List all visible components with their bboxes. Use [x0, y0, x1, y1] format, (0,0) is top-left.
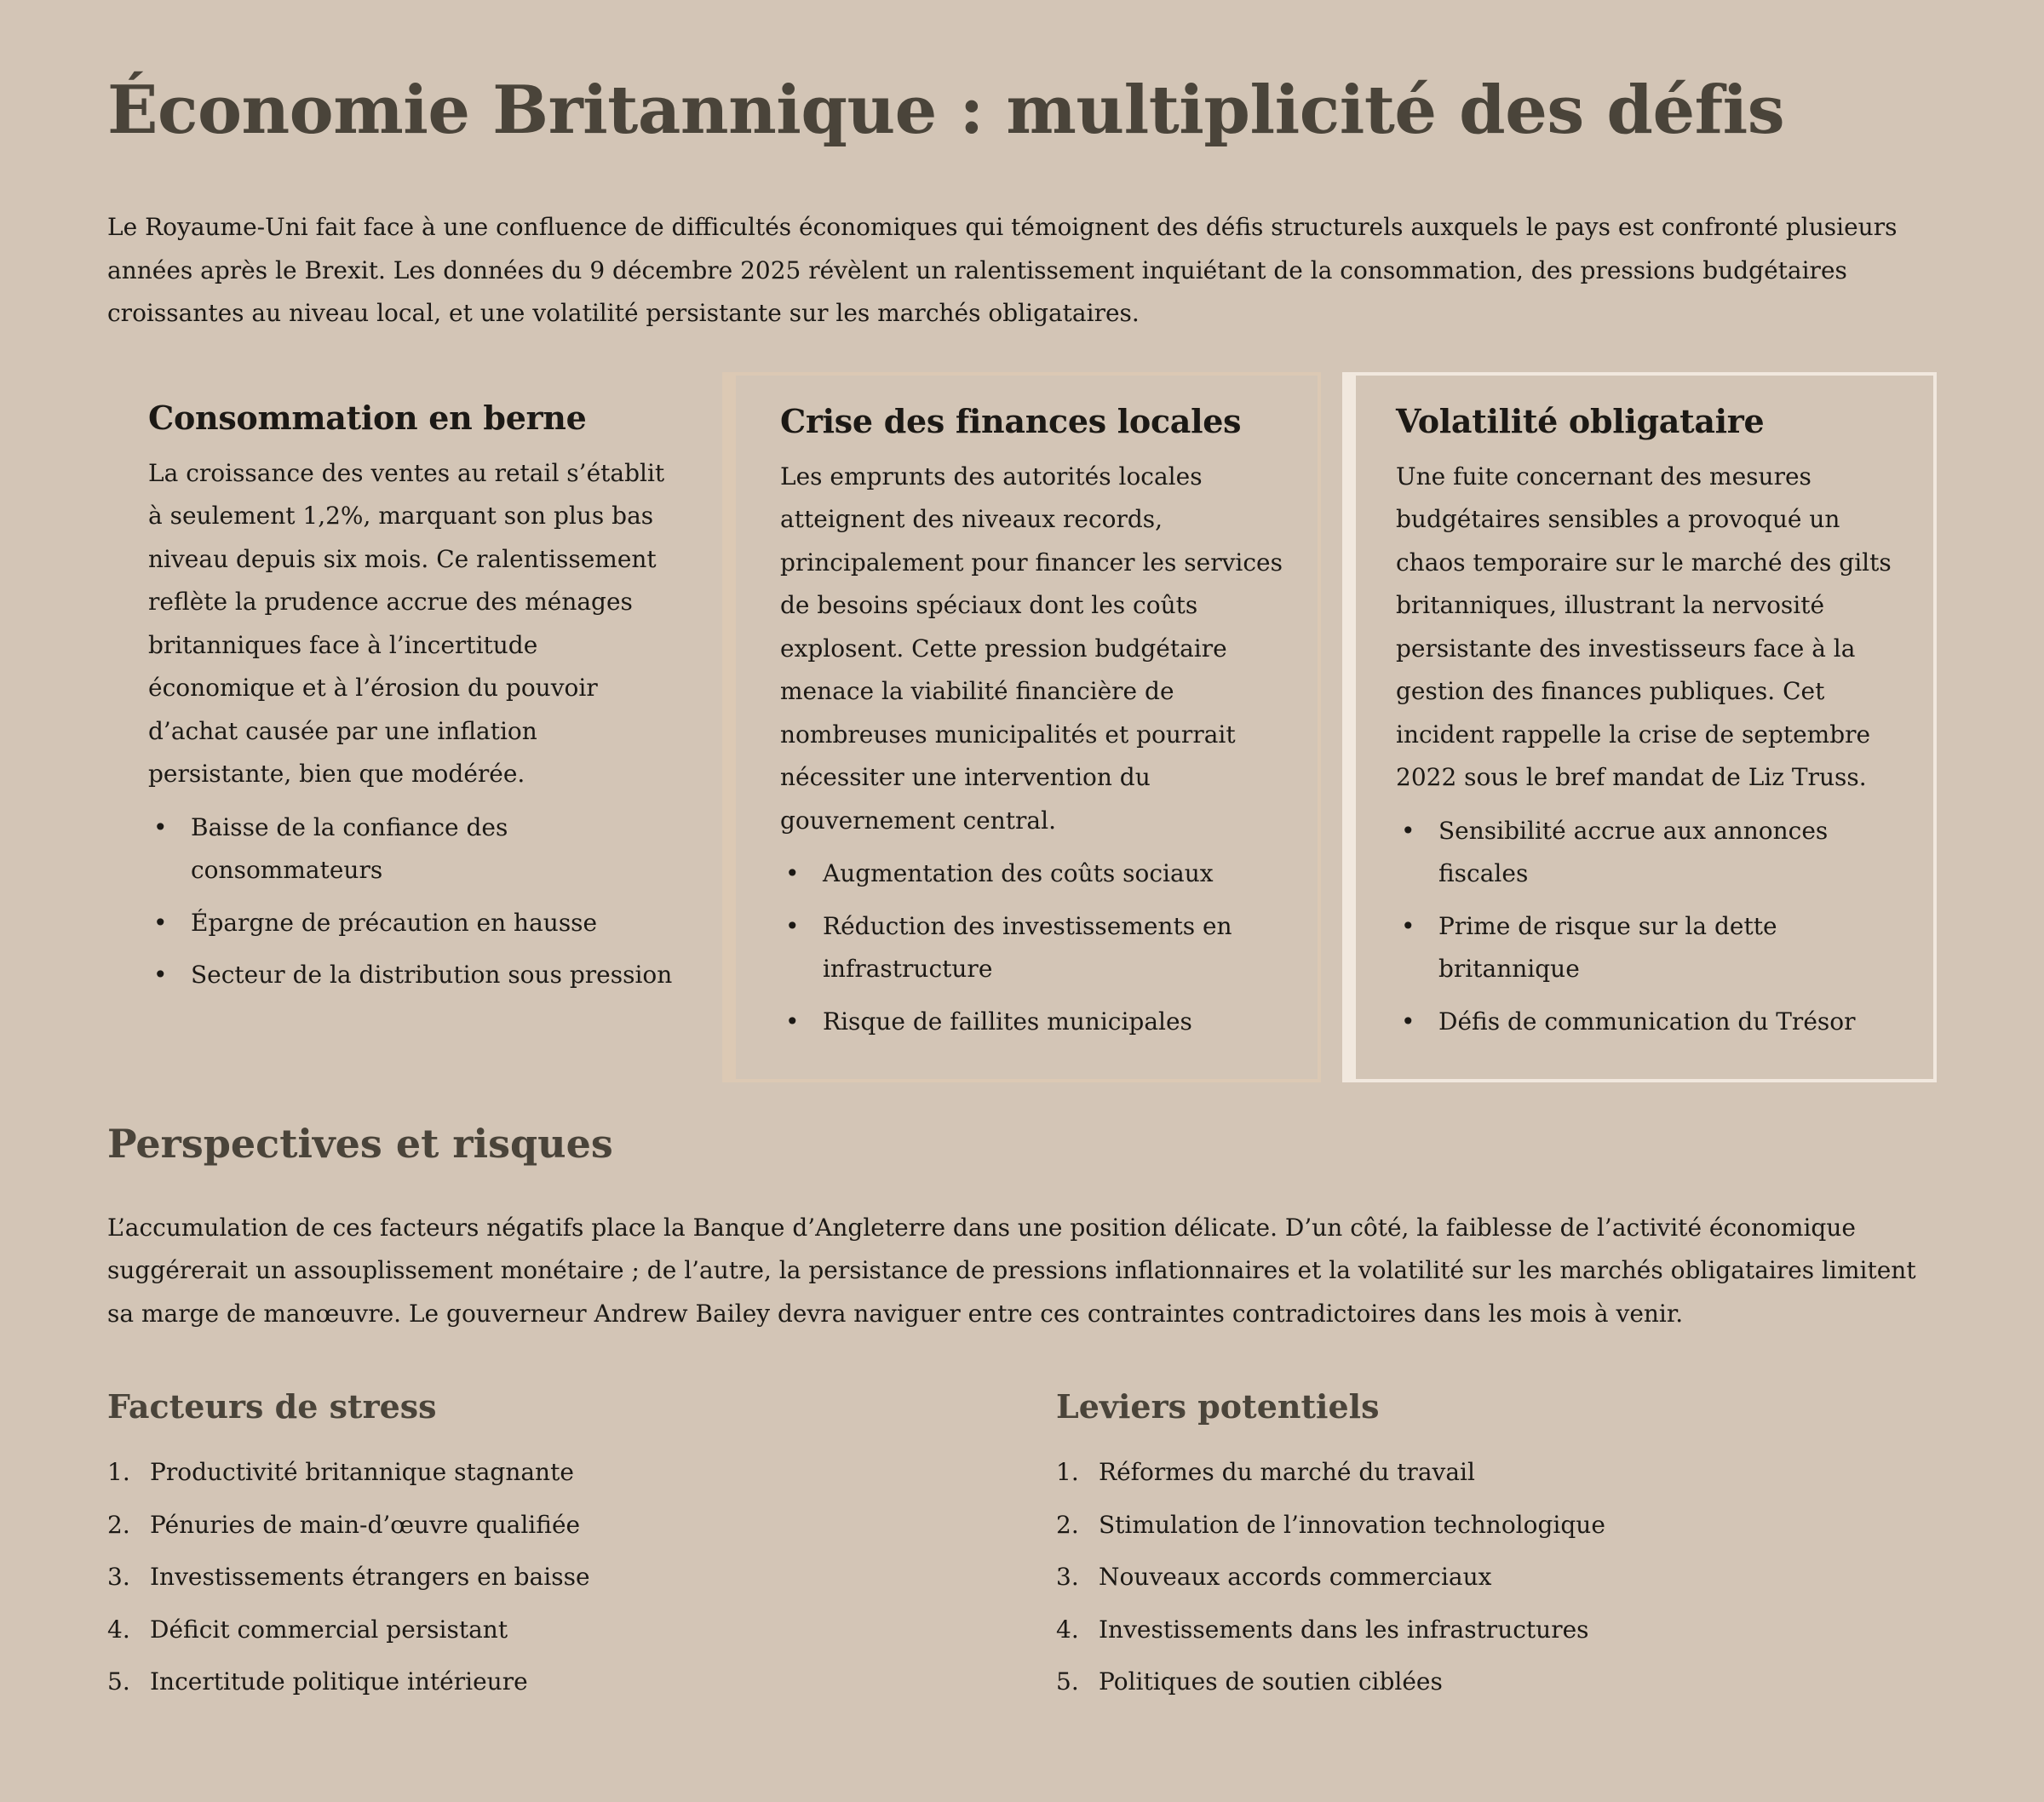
bullet-dot: • [1401, 1007, 1415, 1036]
bullet-text: Risque de faillites municipales [823, 1007, 1192, 1036]
card-heading: Volatilité obligataire [1396, 401, 1765, 440]
list-text: Politiques de soutien ciblées [1099, 1667, 1443, 1696]
bullet-dot: • [1401, 816, 1415, 845]
list-number: 1. [107, 1458, 130, 1486]
card-text: Les emprunts des autorités locales atteignent des niveaux records, principalement pour financer les services de besoins spéciaux dont les coûts explosent. Cette pression budgétaire menace la viabilité financière de nombreuses municipalités et pourrait nécessiter une intervention du gouvernement central. [780, 462, 1283, 835]
stress-factors [107, 1383, 1027, 1713]
bullet-text: Défis de communication du Trésor [1438, 1007, 1856, 1036]
bullet-item [780, 1001, 1283, 1044]
bullet-dot: • [153, 961, 168, 989]
card-heading: Consommation en berne [148, 398, 587, 437]
section-heading-outlook: Perspectives et risques [107, 1120, 613, 1167]
levers-heading: Leviers potentiels [1056, 1387, 1380, 1426]
list-item [107, 1451, 1027, 1495]
list-text: Réformes du marché du travail [1099, 1458, 1475, 1486]
list-text: Stimulation de l’innovation technologique [1099, 1510, 1605, 1539]
bullet-item [148, 954, 681, 997]
bullet-item [780, 905, 1283, 991]
list-item [1056, 1504, 1976, 1547]
list-number: 1. [1056, 1458, 1079, 1486]
list-text: Nouveaux accords commerciaux [1099, 1563, 1492, 1591]
bullet-item [1396, 905, 1903, 991]
list-number: 3. [1056, 1563, 1079, 1591]
list-item [107, 1609, 1027, 1652]
list-item [107, 1504, 1027, 1547]
list-text: Investissements étrangers en baisse [150, 1563, 590, 1591]
page-title: Économie Britannique : multiplicité des défis [107, 72, 1785, 149]
list-item [1056, 1451, 1976, 1495]
bullet-dot: • [785, 859, 800, 887]
bullet-dot: • [1401, 911, 1415, 940]
list-item [107, 1661, 1027, 1704]
card-bullets [148, 806, 681, 997]
cards-row [107, 372, 1937, 1082]
card-text: La croissance des ventes au retail s’établit à seulement 1,2%, marquant son plus bas niveau depuis six mois. Ce ralentissement reflète la prudence accrue des ménages britanniques face à l’incertitude économique et à l’érosion du pouvoir d’achat causée par une inflation persistante, bien que modérée. [148, 458, 665, 788]
card-bullets [780, 852, 1283, 1043]
list-item [1056, 1609, 1976, 1652]
list-number: 5. [107, 1667, 130, 1696]
bullet-dot: • [153, 908, 168, 937]
bullet-dot: • [785, 911, 800, 940]
card-text: Une fuite concernant des mesures budgétaires sensibles a provoqué un chaos temporaire sur le marché des gilts britanniques, illustrant la nervosité persistante des investisseurs face à la gestion des finances publiques. Cet incident rappelle la crise de septembre 2022 sous le bref mandat de Liz Truss. [1396, 462, 1892, 791]
list-number: 5. [1056, 1667, 1079, 1696]
card-volatilite [1342, 372, 1937, 1082]
bullet-dot: • [785, 1007, 800, 1036]
bullet-text: Sensibilité accrue aux annonces fiscales [1438, 816, 1829, 887]
list-item [1056, 1661, 1976, 1704]
lists-row [107, 1383, 1937, 1724]
bullet-text: Réduction des investissements en infrastructure [823, 911, 1232, 983]
bullet-text: Augmentation des coûts sociaux [823, 859, 1214, 887]
bullet-item [148, 902, 681, 945]
bullet-item [148, 806, 681, 892]
levers-list [1056, 1451, 1976, 1704]
list-item [1056, 1556, 1976, 1599]
list-text: Pénuries de main-d’œuvre qualifiée [150, 1510, 581, 1539]
bullet-item [780, 852, 1283, 896]
bullet-item [1396, 810, 1903, 896]
list-text: Déficit commercial persistant [150, 1615, 508, 1644]
bullet-dot: • [153, 812, 168, 841]
list-number: 2. [1056, 1510, 1079, 1539]
outlook-paragraph: L’accumulation de ces facteurs négatifs place la Banque d’Angleterre dans une position délicate. D’un côté, la faiblesse de l’activité économique suggérerait un assouplissement monétaire ; de l’autre, la persistance de pressions inflationnaires et la volatilité sur les marchés obligataires limitent sa marge de manœuvre. Le gouverneur Andrew Bailey devra naviguer entre ces contraintes contradictoires dans les mois à venir. [107, 1213, 1916, 1328]
bullet-text: Baisse de la confiance des consommateurs [191, 812, 508, 884]
list-number: 4. [1056, 1615, 1079, 1644]
list-number: 2. [107, 1510, 130, 1539]
bullet-item [1396, 1001, 1903, 1044]
card-consommation [107, 372, 702, 1082]
list-item [107, 1556, 1027, 1599]
card-bullets [1396, 810, 1903, 1044]
list-number: 3. [107, 1563, 130, 1591]
stress-heading: Facteurs de stress [107, 1387, 437, 1426]
list-text: Investissements dans les infrastructures [1099, 1615, 1589, 1644]
potential-levers [1056, 1383, 1976, 1713]
bullet-text: Prime de risque sur la dette britannique [1438, 911, 1777, 983]
card-heading: Crise des finances locales [780, 401, 1242, 440]
intro-paragraph: Le Royaume-Uni fait face à une confluence de difficultés économiques qui témoignent des défis structurels auxquels le pays est confronté plusieurs années après le Brexit. Les données du 9 décembre 2025 révèlent un ralentissement inquiétant de la consommation, des pressions budgétaires croissantes au niveau local, et une volatilité persistante sur les marchés obligataires. [107, 213, 1898, 327]
card-finances-locales [722, 372, 1321, 1082]
list-text: Productivité britannique stagnante [150, 1458, 574, 1486]
bullet-text: Épargne de précaution en hausse [191, 908, 598, 937]
list-number: 4. [107, 1615, 130, 1644]
stress-list [107, 1451, 1027, 1704]
bullet-text: Secteur de la distribution sous pression [191, 961, 673, 989]
list-text: Incertitude politique intérieure [150, 1667, 528, 1696]
